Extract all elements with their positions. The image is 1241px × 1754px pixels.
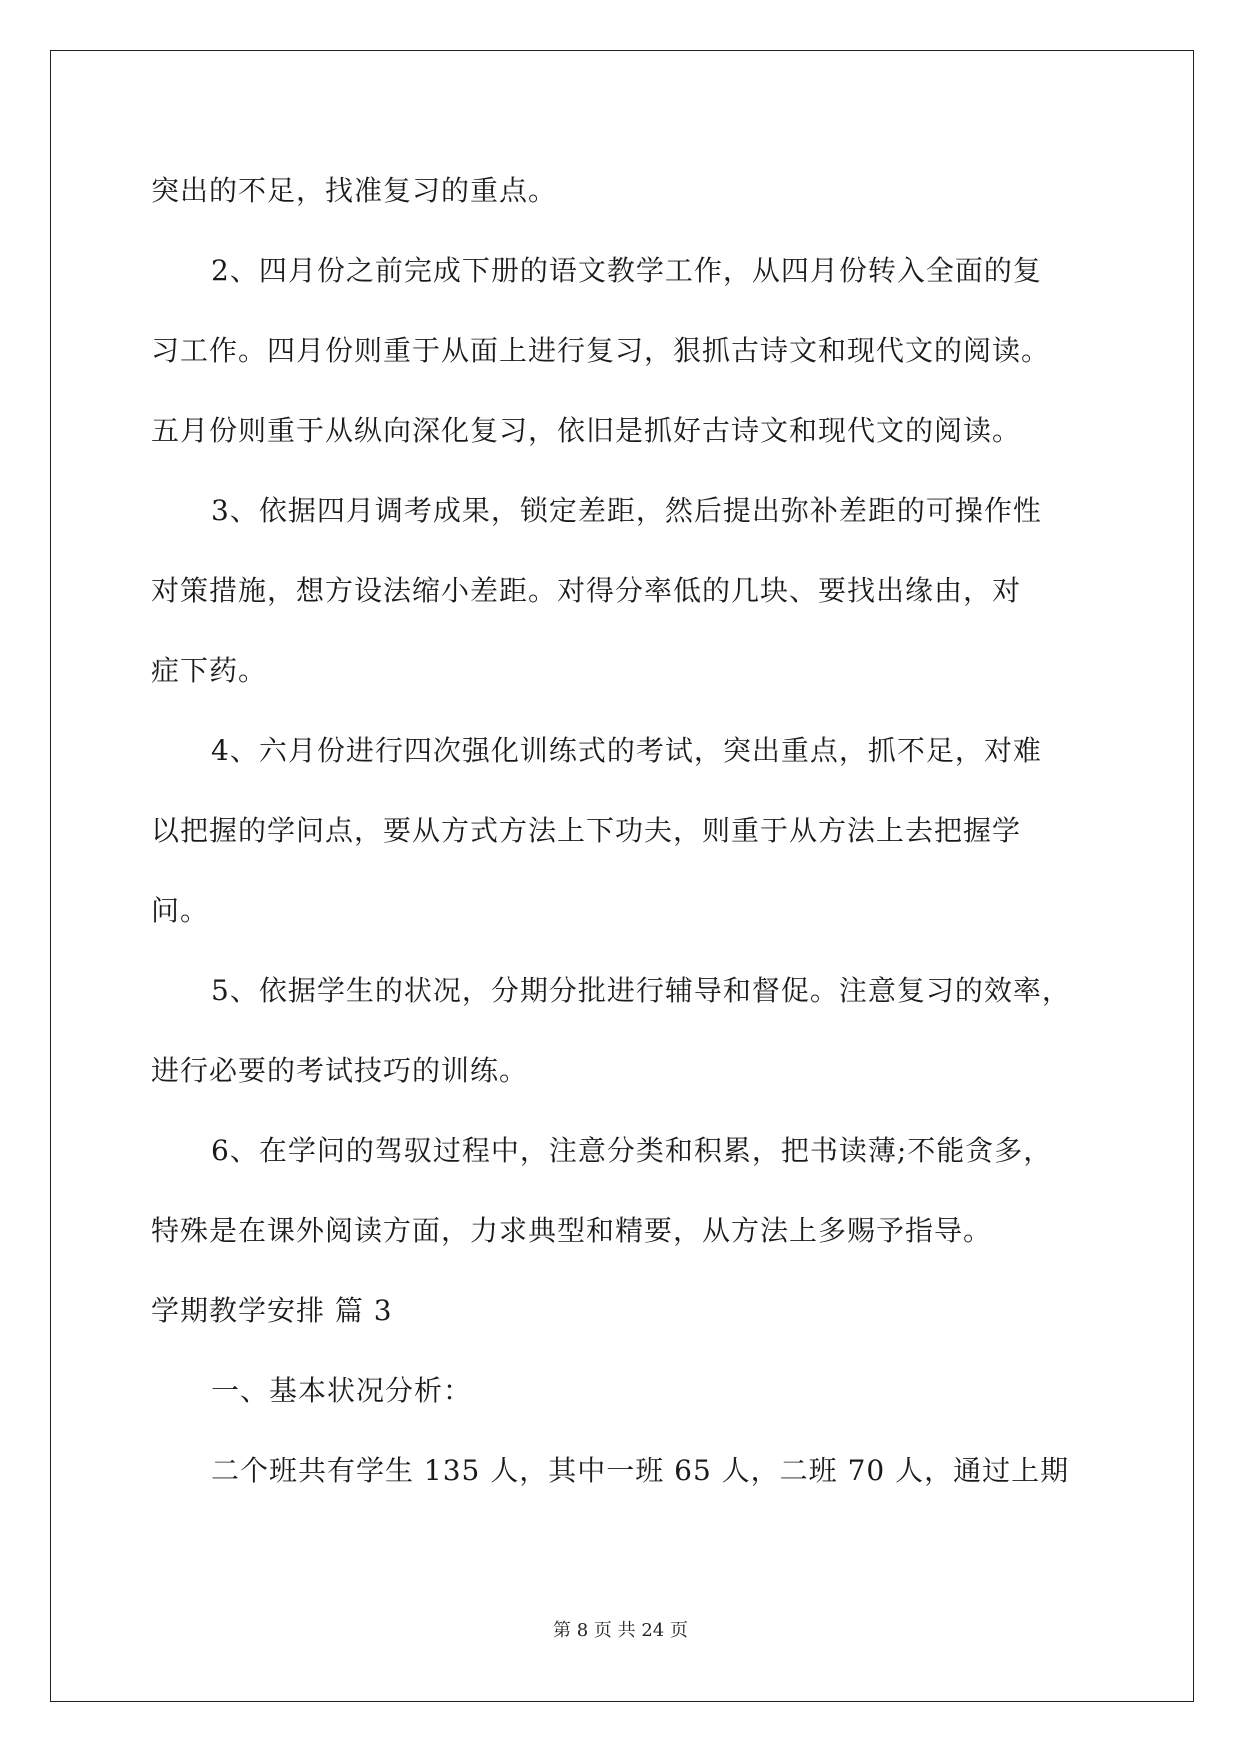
- paragraph-line: 突出的不足，找准复习的重点。: [151, 174, 558, 207]
- paragraph-line: 特殊是在课外阅读方面，力求典型和精要，从方法上多赐予指导。: [151, 1214, 993, 1247]
- page-number-footer: 第 8 页 共 24 页: [553, 1620, 688, 1641]
- paragraph-line: 问。: [151, 894, 210, 927]
- paragraph-line: 二个班共有学生 135 人，其中一班 65 人，二班 70 人，通过上期: [211, 1454, 1070, 1487]
- subsection-heading: 一、基本状况分析：: [211, 1374, 473, 1407]
- paragraph-line: 4、六月份进行四次强化训练式的考试，突出重点，抓不足，对难: [211, 734, 1042, 767]
- paragraph-line: 3、依据四月调考成果，锁定差距，然后提出弥补差距的可操作性: [211, 494, 1042, 527]
- paragraph-line: 5、依据学生的状况，分期分批进行辅导和督促。注意复习的效率，: [211, 974, 1071, 1007]
- section-heading: 学期教学安排 篇 3: [151, 1294, 393, 1327]
- paragraph-line: 五月份则重于从纵向深化复习，依旧是抓好古诗文和现代文的阅读。: [151, 414, 1022, 447]
- paragraph-line: 习工作。四月份则重于从面上进行复习，狠抓古诗文和现代文的阅读。: [151, 334, 1051, 367]
- paragraph-line: 对策措施，想方设法缩小差距。对得分率低的几块、要找出缘由，对: [151, 574, 1022, 607]
- paragraph-line: 进行必要的考试技巧的训练。: [151, 1054, 529, 1087]
- paragraph-line: 症下药。: [151, 654, 268, 687]
- paragraph-line: 以把握的学问点，要从方式方法上下功夫，则重于从方法上去把握学: [151, 814, 1022, 847]
- paragraph-line: 6、在学问的驾驭过程中，注意分类和积累，把书读薄;不能贪多，: [211, 1134, 1053, 1167]
- paragraph-line: 2、四月份之前完成下册的语文教学工作，从四月份转入全面的复: [211, 254, 1042, 287]
